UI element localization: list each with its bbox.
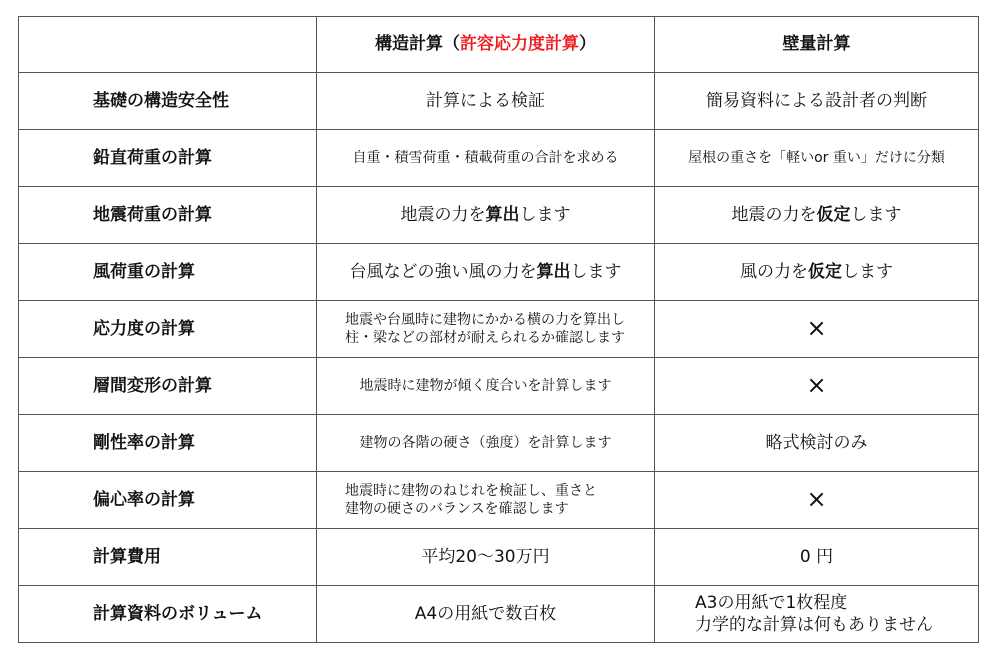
- header-row: [19, 17, 979, 73]
- header-empty-cell: [19, 17, 317, 73]
- row-label: 鉛直荷重の計算: [19, 130, 317, 187]
- row-label: 層間変形の計算: [19, 358, 317, 415]
- header-structural-calc-red: 許容応力度計算: [460, 34, 579, 55]
- structural-cell: 自重・積雪荷重・積載荷重の合計を求める: [317, 130, 655, 187]
- wall-cell: A3の用紙で1枚程度 力学的な計算は何もありません: [655, 586, 979, 643]
- structural-cell: 地震時に建物が傾く度合いを計算します: [317, 358, 655, 415]
- table-row: [19, 244, 979, 301]
- not-applicable-mark: ×: [655, 301, 979, 358]
- structural-cell: 平均20〜30万円: [317, 529, 655, 586]
- row-label: 剛性率の計算: [19, 415, 317, 472]
- row-label: 風荷重の計算: [19, 244, 317, 301]
- row-label: 計算費用: [19, 529, 317, 586]
- table-row: [19, 472, 979, 529]
- wall-cell: 屋根の重さを「軽いor 重い」だけに分類: [655, 130, 979, 187]
- not-applicable-mark: ×: [655, 472, 979, 529]
- comparison-table: [18, 16, 979, 643]
- table-row: [19, 358, 979, 415]
- header-wall-calc: 壁量計算: [655, 17, 979, 73]
- table-row: [19, 73, 979, 130]
- table-row: [19, 130, 979, 187]
- table-row: [19, 301, 979, 358]
- structural-cell: 地震の力を算出します: [317, 187, 655, 244]
- header-structural-calc: 構造計算（許容応力度計算）: [317, 17, 655, 73]
- structural-cell: 地震時に建物のねじれを検証し、重さと 建物の硬さのバランスを確認します: [317, 472, 655, 529]
- not-applicable-mark: ×: [655, 358, 979, 415]
- table-row: [19, 529, 979, 586]
- row-label: 計算資料のボリューム: [19, 586, 317, 643]
- wall-cell: 0 円: [655, 529, 979, 586]
- structural-cell: 地震や台風時に建物にかかる横の力を算出し 柱・梁などの部材が耐えられるか確認します: [317, 301, 655, 358]
- table-row: [19, 187, 979, 244]
- wall-cell: 風の力を仮定します: [655, 244, 979, 301]
- table-row: [19, 586, 979, 643]
- row-label: 地震荷重の計算: [19, 187, 317, 244]
- row-label: 応力度の計算: [19, 301, 317, 358]
- structural-cell: 計算による検証: [317, 73, 655, 130]
- wall-cell: 地震の力を仮定します: [655, 187, 979, 244]
- row-label: 基礎の構造安全性: [19, 73, 317, 130]
- structural-cell: 建物の各階の硬さ（強度）を計算します: [317, 415, 655, 472]
- wall-cell: 簡易資料による設計者の判断: [655, 73, 979, 130]
- wall-cell: 略式検討のみ: [655, 415, 979, 472]
- table-row: [19, 415, 979, 472]
- row-label: 偏心率の計算: [19, 472, 317, 529]
- structural-cell: A4の用紙で数百枚: [317, 586, 655, 643]
- structural-cell: 台風などの強い風の力を算出します: [317, 244, 655, 301]
